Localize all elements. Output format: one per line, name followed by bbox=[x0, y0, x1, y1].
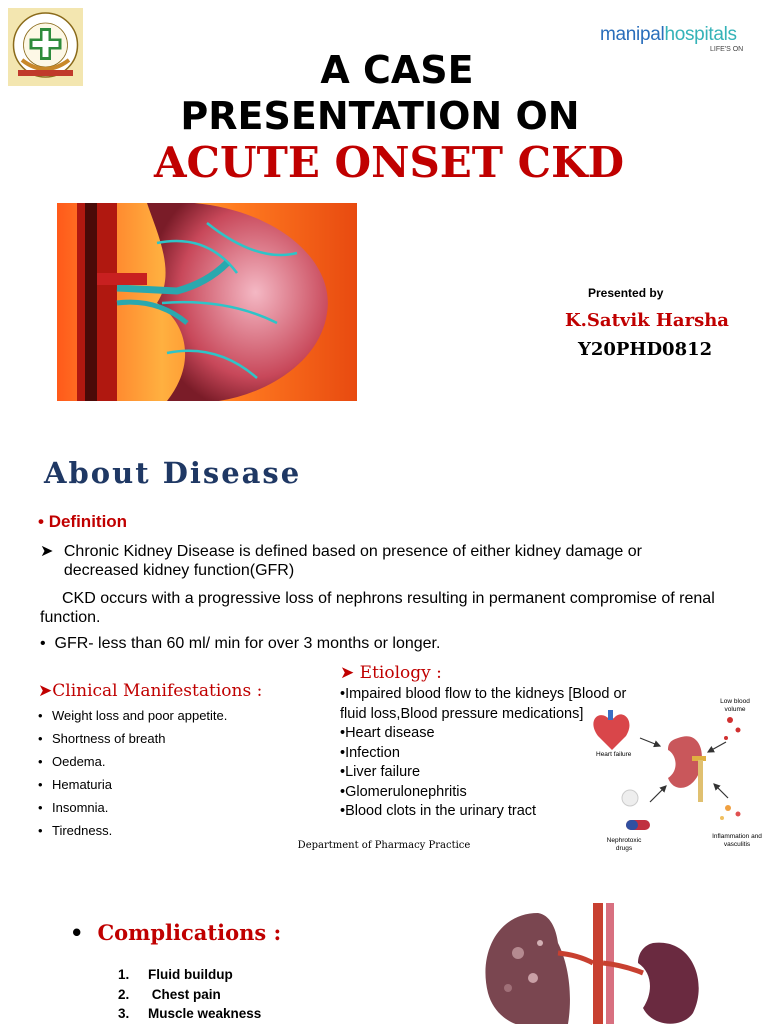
list-number: 3. bbox=[118, 1006, 130, 1021]
brand-tagline: LIFE'S ON bbox=[710, 46, 744, 53]
definition-paragraph-3: • GFR- less than 60 ml/ min for over 3 months or longer. bbox=[40, 635, 441, 652]
list-item: • Weight loss and poor appetite. bbox=[38, 708, 228, 723]
etiology-heading-text: Etiology : bbox=[359, 663, 442, 683]
complications-list bbox=[118, 967, 261, 1026]
label-low-blood: Low blood volume bbox=[720, 698, 750, 713]
list-item: •Infection bbox=[340, 744, 400, 761]
bullet: • bbox=[70, 921, 84, 945]
list-item-text: Shortness of breath bbox=[52, 731, 166, 746]
definition-heading-text: Definition bbox=[48, 512, 128, 531]
arrow-bullet-icon: ➤ bbox=[38, 681, 53, 701]
definition-heading: • Definition bbox=[38, 512, 128, 531]
list-item-text: Tiredness. bbox=[52, 823, 113, 838]
list-item-text: Hematuria bbox=[52, 777, 112, 792]
presenter-id: Y20PHD0812 bbox=[578, 339, 713, 360]
label-nephrotoxic: Nephrotoxic drugs bbox=[606, 837, 642, 852]
gfr-text: GFR- less than 60 ml/ min for over 3 months or longer. bbox=[54, 635, 441, 652]
list-item: •Impaired blood flow to the kidneys [Blood or fluid loss,Blood pressure medications] bbox=[340, 686, 627, 722]
title-line-1: A CASE bbox=[320, 48, 474, 92]
kidney-illustration bbox=[57, 203, 357, 401]
list-item-text: Insomnia. bbox=[52, 800, 109, 815]
list-item: • Shortness of breath bbox=[38, 731, 166, 746]
label-inflammation: Inflammation and vasculitis bbox=[712, 833, 762, 848]
title-line-2: PRESENTATION ON bbox=[180, 94, 580, 138]
etiology-diagram bbox=[588, 690, 768, 865]
definition-paragraph-2: CKD occurs with a progressive loss of nephrons resulting in permanent compromise of renal function. bbox=[40, 590, 715, 626]
list-item: • Tiredness. bbox=[38, 823, 113, 838]
list-item bbox=[118, 1006, 261, 1026]
damaged-kidney-illustration bbox=[478, 893, 708, 1024]
list-item: • Hematuria bbox=[38, 777, 112, 792]
definition-paragraph-1 bbox=[40, 542, 740, 580]
list-item: •Glomerulonephritis bbox=[340, 783, 467, 800]
arrow-bullet-icon: ➤ bbox=[340, 663, 355, 683]
definition-text-1: Chronic Kidney Disease is defined based on presence of either kidney damage or decreased kidney function(GFR) bbox=[63, 543, 642, 579]
presented-by-label: Presented by bbox=[588, 286, 664, 300]
clinical-heading-text: Clinical Manifestations : bbox=[52, 681, 263, 701]
list-item-text: Fluid buildup bbox=[148, 967, 233, 982]
list-item bbox=[118, 987, 261, 1007]
list-item: • Oedema. bbox=[38, 754, 106, 769]
clinical-list bbox=[38, 707, 227, 845]
list-item bbox=[118, 967, 261, 987]
list-item-text: Muscle weakness bbox=[148, 1006, 262, 1021]
list-item: •Liver failure bbox=[340, 764, 421, 780]
list-item-text: Chest pain bbox=[148, 986, 221, 1002]
etiology-heading bbox=[340, 663, 442, 683]
presenter-name: K.Satvik Harsha bbox=[565, 310, 729, 331]
arrow-bullet-icon: ➤ bbox=[40, 543, 54, 560]
label-heart-failure: Heart failure bbox=[596, 751, 632, 758]
list-number: 1. bbox=[118, 967, 130, 982]
list-item-text: Weight loss and poor appetite. bbox=[52, 708, 228, 723]
title-line-3: ACUTE ONSET CKD bbox=[153, 138, 625, 187]
complications-heading-text: Complications : bbox=[97, 920, 282, 945]
list-item-text: Oedema. bbox=[52, 754, 106, 769]
complications-heading bbox=[70, 920, 281, 945]
brand-part-a: manipal bbox=[600, 24, 665, 45]
about-heading: About Disease bbox=[44, 456, 302, 490]
list-item: • Insomnia. bbox=[38, 800, 109, 815]
list-item: •Heart disease bbox=[340, 725, 435, 741]
brand-part-b: hospitals bbox=[664, 24, 737, 45]
department-footer: Department of Pharmacy Practice bbox=[297, 840, 471, 851]
clinical-heading bbox=[38, 681, 262, 701]
list-item: •Blood clots in the urinary tract bbox=[340, 803, 537, 819]
list-number: 2. bbox=[118, 986, 130, 1002]
